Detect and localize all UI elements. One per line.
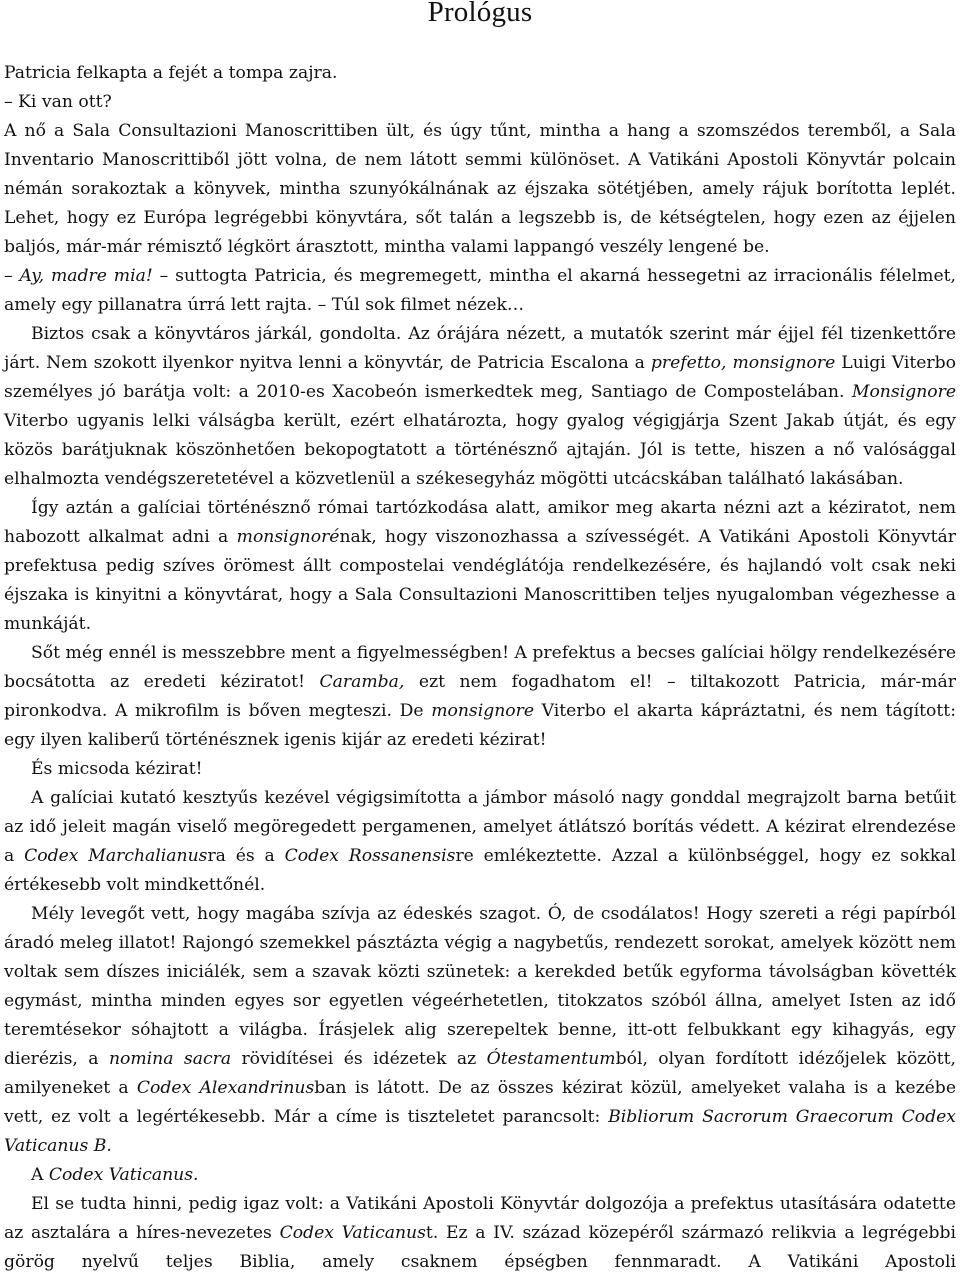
italic-text-run: nomina sacra xyxy=(108,1049,232,1069)
paragraph xyxy=(4,1190,956,1277)
text-run: A nő a Sala Consultazioni Manoscrittiben ült, és úgy tűnt, mintha a hang a szomszédos teremből, a Sala Inventario Manoscrittiből jött volna, de nem látott semmi különöset. A Vatikáni Apostoli Könyvtár polcain némán sorakoztak a könyvek, mintha szunyókálnának az éjszaka sötétjében, amely rájuk borította leplét. Lehet, hogy ez Európa legrégebbi könyvtára, sőt talán a legszebb is, de kétségtelen, hogy ezen az éjjelen baljós, már-már rémisztő légkört árasztott, mintha valami lappangó veszély lengené be. xyxy=(4,121,956,257)
text-run: ból, olyan fordított idézőjelek között, amilyeneket a xyxy=(4,1049,956,1098)
italic-text-run: Codex Rossanensis xyxy=(284,846,456,866)
text-run: ban is látott. De az összes kézirat közül, amelyeket valaha is a kezébe vett, ez volt a legértékesebb. Már a címe is tiszteletet parancsolt: xyxy=(4,1078,956,1127)
text-run: El se tudta hinni, pedig igaz volt: a Vatikáni Apostoli Könyvtár dolgozója a prefektus utasítására odatette az asztalára a híres-nevezetes xyxy=(4,1194,956,1243)
paragraph xyxy=(4,784,956,900)
paragraph xyxy=(4,1161,956,1190)
text-run: ezt nem fogadhatom el! – tiltakozott Patricia, már-már pironkodva. A mikrofilm is bőven megteszi. De xyxy=(4,672,956,721)
text-run: nak, hogy viszonozhassa a szívességét. A Vatikáni Apostoli Könyvtár prefektusa pedig szíves örömest állt compostelai vendéglátója rendelkezésére, és hajlandó volt csak neki éjszaka is kinyitni a könyvtárat, hogy a Sala Consultazioni Manoscrittiben teljes nyugalomban végezhesse a munkáját. xyxy=(4,527,956,634)
text-run: Mély levegőt vett, hogy magába szívja az édeskés szagot. Ó, de csodálatos! Hogy szereti a régi papírból áradó meleg illatot! Rajongó szemekkel pásztázta végig a nagybetűs, rendezett sorokat, amelyek között nem voltak sem díszes iniciálék, sem a szavak közti szünetek: a kerekded betűk egyforma távolságban követték egymást, mintha minden egyes sor egyetlen végeérhetetlen, titokzatos szóból állna, amelyet Isten az idő teremtésekor sóhajtott a világba. Írásjelek alig szerepeltek benne, itt-ott felbukkant egy kihagyás, egy dierézis, a xyxy=(4,904,956,1069)
italic-text-run: Codex Vaticanus. xyxy=(48,1165,199,1185)
paragraph xyxy=(4,262,956,320)
text-run: rövidítései és idézetek az xyxy=(231,1049,487,1069)
italic-text-run: Ótestamentum xyxy=(486,1049,616,1069)
italic-text-run: Monsignore xyxy=(851,382,956,402)
paragraph xyxy=(4,494,956,639)
italic-text-run: Bibliorum Sacrorum Graecorum Codex Vaticanus B. xyxy=(4,1107,956,1156)
text-run: Viterbo el akarta kápráztatni, és nem tágított: egy ilyen kaliberű történésznek igenis kijár az eredeti kézirat! xyxy=(4,701,957,750)
text-run: t. Ez a IV. század közepéről származó relikvia a legrégebbi görög nyelvű teljes Biblia, amely csaknem épségben fennmaradt. A Vatikáni Apostoli xyxy=(4,1223,957,1272)
text-run: – Ki van ott? xyxy=(4,92,112,112)
paragraph xyxy=(4,320,956,494)
paragraph xyxy=(4,117,956,262)
italic-text-run: Codex Vaticanus xyxy=(279,1223,426,1243)
text-run: Viterbo ugyanis lelki válságba került, ezért elhatározta, hogy gyalog végigjárja Szent Jakab útját, és egy közös barátjuknak köszönhetően bekopogtatott a történésznő ajtaján. Jól is tette, hiszen a nő valósággal elhalmozta vendégszeretetével a közvetlenül a székesegyház mögötti utcácskában található lakásában. xyxy=(4,411,956,489)
text-run: A galíciai kutató kesztyűs kezével végigsimította a jámbor másoló nagy gonddal megrajzolt barna betűit az idő jeleit magán viselő megöregedett pergamenen, amelyet átlátszó borítás védett. A kézirat elrendezése a xyxy=(4,788,956,866)
text-run: – xyxy=(4,266,20,286)
text-run: re emlékeztette. Azzal a különbséggel, hogy ez sokkal értékesebb volt mindkettőnél. xyxy=(4,846,956,895)
text-run: Biztos csak a könyvtáros járkál, gondolta. Az órájára nézett, a mutatók szerint már éjjel fél tizenkettőre járt. Nem szokott ilyenkor nyitva lenni a könyvtár, de Patricia Escalona a xyxy=(4,324,956,373)
text-run: Sőt még ennél is messzebbre ment a figyelmességben! A prefektus a becses galíciai hölgy rendelkezésére bocsátotta az eredeti kéziratot! xyxy=(4,643,956,692)
paragraph xyxy=(4,639,956,755)
italic-text-run: Ay, madre mia! xyxy=(19,266,153,286)
text-run: És micsoda kézirat! xyxy=(31,759,203,779)
text-run: Luigi Viterbo személyes jó barátja volt: a 2010-es Xacobeón ismerkedtek meg, Santiago de Compostelában. xyxy=(4,353,956,402)
paragraph xyxy=(4,900,956,1161)
italic-text-run: Codex Alexandrinus xyxy=(136,1078,315,1098)
text-run: – suttogta Patricia, és megremegett, mintha el akarná hessegetni az irracionális félelmet, amely egy pillanatra úrrá lett rajta. – Túl sok filmet nézek… xyxy=(4,266,956,315)
paragraph xyxy=(4,88,956,117)
text-run: Így aztán a galíciai történésznő római tartózkodása alatt, amikor meg akarta nézni azt a kéziratot, nem habozott alkalmat adni a xyxy=(4,498,956,547)
body-text xyxy=(4,59,956,1277)
text-run: Patricia felkapta a fejét a tompa zajra. xyxy=(4,63,338,83)
italic-text-run: monsignoré xyxy=(236,527,340,547)
italic-text-run: Caramba, xyxy=(319,672,405,692)
text-run: ra és a xyxy=(207,846,285,866)
italic-text-run: prefetto, monsignore xyxy=(650,353,836,373)
chapter-title: Prológus xyxy=(427,0,533,28)
paragraph xyxy=(4,755,956,784)
italic-text-run: monsignore xyxy=(431,701,535,721)
text-run: A xyxy=(31,1165,49,1185)
paragraph xyxy=(4,59,956,88)
italic-text-run: Codex Marchalianus xyxy=(24,846,208,866)
